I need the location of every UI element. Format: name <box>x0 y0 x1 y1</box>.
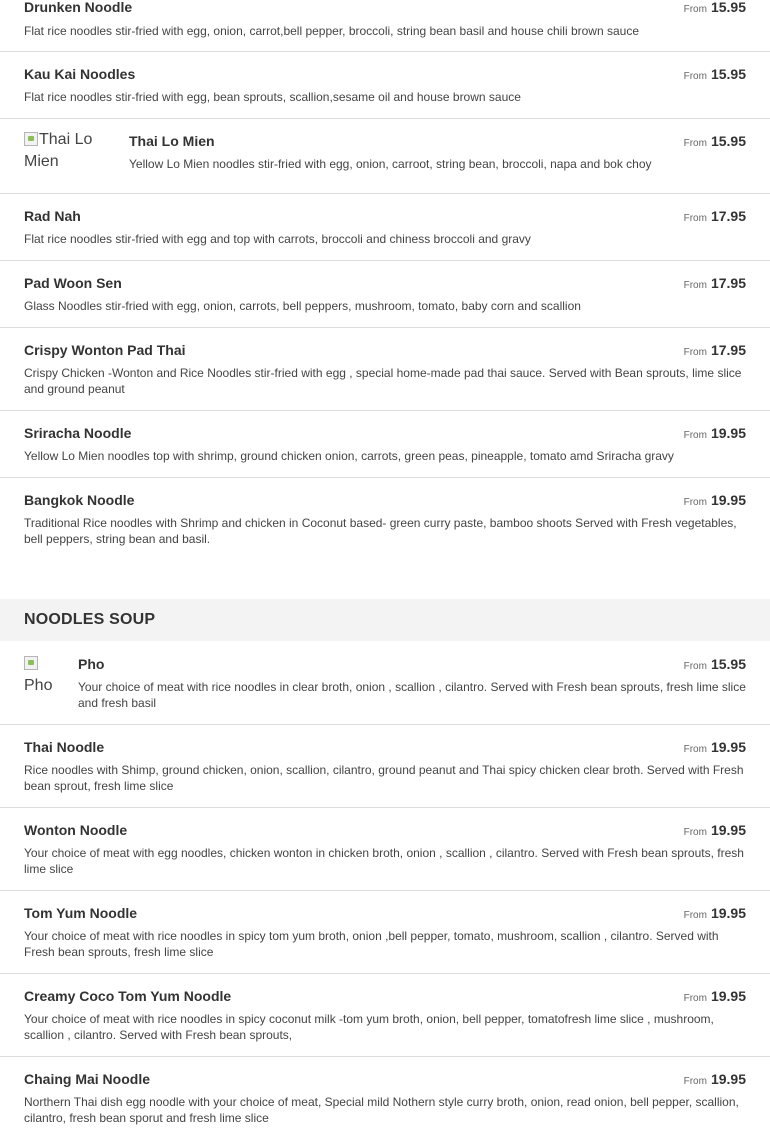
item-name: Kau Kai Noodles <box>24 66 136 82</box>
price-from-label: From <box>683 71 707 82</box>
menu-item-thai-noodle[interactable] <box>0 725 770 808</box>
item-name-wrap <box>78 656 104 672</box>
price-block <box>684 208 746 226</box>
item-name: Thai Noodle <box>24 739 105 755</box>
price-block <box>684 342 746 360</box>
price-block <box>684 739 746 757</box>
price-from-label: From <box>683 4 707 15</box>
item-description: Your choice of meat with rice noodles in spicy tom yum broth, onion ,bell pepper, tomato, mushroom, scallion , cilantro. Served with Fresh bean sprouts, fresh lime slice <box>24 929 719 959</box>
item-description: Traditional Rice noodles with Shrimp and chicken in Coconut based- green curry paste, bamboo shoots Served with Fresh vegetables, bell peppers, string bean and basil. <box>24 516 737 546</box>
menu-item-drunken-noodle[interactable] <box>0 0 770 52</box>
price-block <box>684 133 746 151</box>
item-name-wrap <box>24 0 135 15</box>
item-name-wrap <box>129 133 215 149</box>
item-price: 17.95 <box>710 275 746 291</box>
item-price: 17.95 <box>710 342 746 358</box>
price-from-label: From <box>683 910 707 921</box>
menu-item-sriracha-noodle[interactable] <box>0 411 770 478</box>
price-from-label: From <box>683 1076 707 1087</box>
price-block <box>684 656 746 674</box>
menu-item-creamy-coco-tom-yum-noodle[interactable] <box>0 974 770 1057</box>
item-price: 15.95 <box>710 656 746 672</box>
menu-item-pad-woon-sen[interactable] <box>0 261 770 328</box>
price-from-label: From <box>683 213 707 224</box>
item-description: Northern Thai dish egg noodle with your choice of meat, Special mild Nothern style curry broth, onion, read onion, bell pepper, scallion, cilantro, fresh bean sporut and fresh lime slice <box>24 1095 739 1125</box>
broken-image-icon <box>24 132 38 146</box>
item-name-wrap <box>24 425 134 441</box>
price-from-label: From <box>683 744 707 755</box>
item-description: Your choice of meat with rice noodles in clear broth, onion , scallion , cilantro. Served with Fresh bean sprouts, fresh lime slice and fresh basil <box>78 680 746 710</box>
menu-item-thai-lo-mien[interactable] <box>0 119 770 194</box>
menu-item-crispy-wonton-pad-thai[interactable] <box>0 328 770 411</box>
item-name: Pho <box>78 656 105 672</box>
item-price: 19.95 <box>710 1071 746 1087</box>
item-image <box>24 653 58 699</box>
price-block <box>684 988 746 1006</box>
price-from-label: From <box>683 347 707 358</box>
price-from-label: From <box>683 138 707 149</box>
item-name: Sriracha Noodle <box>24 425 132 441</box>
item-name: Crispy Wonton Pad Thai <box>24 342 186 358</box>
price-block <box>684 1071 746 1089</box>
broken-image-icon <box>24 656 38 670</box>
item-price: 19.95 <box>710 492 746 508</box>
price-from-label: From <box>683 993 707 1004</box>
price-from-label: From <box>683 280 707 291</box>
item-description: Yellow Lo Mien noodles top with shrimp, ground chicken onion, carrots, green peas, pineapple, tomato amd Sriracha gravy <box>24 449 674 463</box>
menu-item-kau-kai-noodles[interactable] <box>0 52 770 119</box>
item-name-wrap <box>24 1071 153 1087</box>
item-name: Pad Woon Sen <box>24 275 122 291</box>
item-name: Bangkok Noodle <box>24 492 135 508</box>
item-name-wrap <box>24 988 234 1004</box>
item-price: 15.95 <box>710 66 746 82</box>
item-name-wrap <box>24 492 137 508</box>
menu-item-rad-nah[interactable] <box>0 194 770 261</box>
item-name-wrap <box>24 822 127 838</box>
item-description: Flat rice noodles stir-fried with egg and top with carrots, broccoli and chiness broccoli and gravy <box>24 232 531 246</box>
menu-item-wonton-noodle[interactable] <box>0 808 770 891</box>
item-description: Yellow Lo Mien noodles stir-fried with egg, onion, carroot, string bean, broccoli, napa and bok choy <box>129 157 652 171</box>
price-block <box>684 66 746 84</box>
section-title: NOODLES SOUP <box>24 611 156 628</box>
item-price: 15.95 <box>710 133 746 149</box>
section-header-noodles-soup <box>0 599 770 641</box>
image-alt-text: Pho <box>24 677 53 694</box>
item-name: Chaing Mai Noodle <box>24 1071 150 1087</box>
item-name-wrap <box>24 342 186 358</box>
item-name-wrap <box>24 739 107 755</box>
item-description: Your choice of meat with egg noodles, chicken wonton in chicken broth, onion , scallion , cilantro. Served with Fresh bean sprouts, fresh lime slice <box>24 846 744 876</box>
item-name-wrap <box>24 208 81 224</box>
item-description: Flat rice noodles stir-fried with egg, bean sprouts, scallion,sesame oil and house brown sauce <box>24 90 521 104</box>
image-alt-text: Thai Lo Mien <box>24 131 93 170</box>
item-description: Flat rice noodles stir-fried with egg, onion, carrot,bell pepper, broccoli, string bean basil and house chili brown sauce <box>24 24 639 38</box>
item-name-wrap <box>24 275 122 291</box>
item-description: Rice noodles with Shimp, ground chicken, onion, scallion, cilantro, ground peanut and Thai spicy chicken clear broth. Served with Fresh bean sprout, fresh lime slice <box>24 763 744 793</box>
price-block <box>684 905 746 923</box>
item-price: 15.95 <box>710 0 746 15</box>
item-image <box>24 129 110 175</box>
item-name: Wonton Noodle <box>24 822 128 838</box>
price-block <box>684 425 746 443</box>
item-name: Creamy Coco Tom Yum Noodle <box>24 988 232 1004</box>
item-name-wrap <box>24 905 140 921</box>
item-price: 19.95 <box>710 739 746 755</box>
menu-item-tom-yum-noodle[interactable] <box>0 891 770 974</box>
price-block <box>684 492 746 510</box>
menu-item-pho[interactable] <box>0 642 770 725</box>
item-price: 17.95 <box>710 208 746 224</box>
item-price: 19.95 <box>710 822 746 838</box>
item-description: Glass Noodles stir-fried with egg, onion, carrots, bell peppers, mushroom, tomato, baby corn and scallion <box>24 299 581 313</box>
price-from-label: From <box>683 497 707 508</box>
item-name: Rad Nah <box>24 208 81 224</box>
item-description: Your choice of meat with rice noodles in spicy coconut milk -tom yum broth, onion, bell pepper, tomatofresh lime slice , mushroom, scallion , cilantro. Served with Fresh bean sprouts, <box>24 1012 714 1042</box>
item-name: Tom Yum Noodle <box>24 905 138 921</box>
price-block <box>684 822 746 840</box>
price-from-label: From <box>683 827 707 838</box>
price-block <box>684 275 746 293</box>
price-block <box>684 0 746 17</box>
price-from-label: From <box>683 430 707 441</box>
item-name: Drunken Noodle <box>24 0 133 15</box>
item-name-wrap <box>24 66 135 82</box>
menu-item-bangkok-noodle[interactable] <box>0 478 770 561</box>
item-price: 19.95 <box>710 425 746 441</box>
price-from-label: From <box>683 661 707 672</box>
item-price: 19.95 <box>710 905 746 921</box>
menu-item-chaing-mai-noodle[interactable] <box>0 1057 770 1128</box>
item-price: 19.95 <box>710 988 746 1004</box>
item-description: Crispy Chicken -Wonton and Rice Noodles stir-fried with egg , special home-made pad thai sauce. Served with Bean sprouts, lime slice and ground peanut <box>24 366 742 396</box>
item-name: Thai Lo Mien <box>129 133 215 149</box>
